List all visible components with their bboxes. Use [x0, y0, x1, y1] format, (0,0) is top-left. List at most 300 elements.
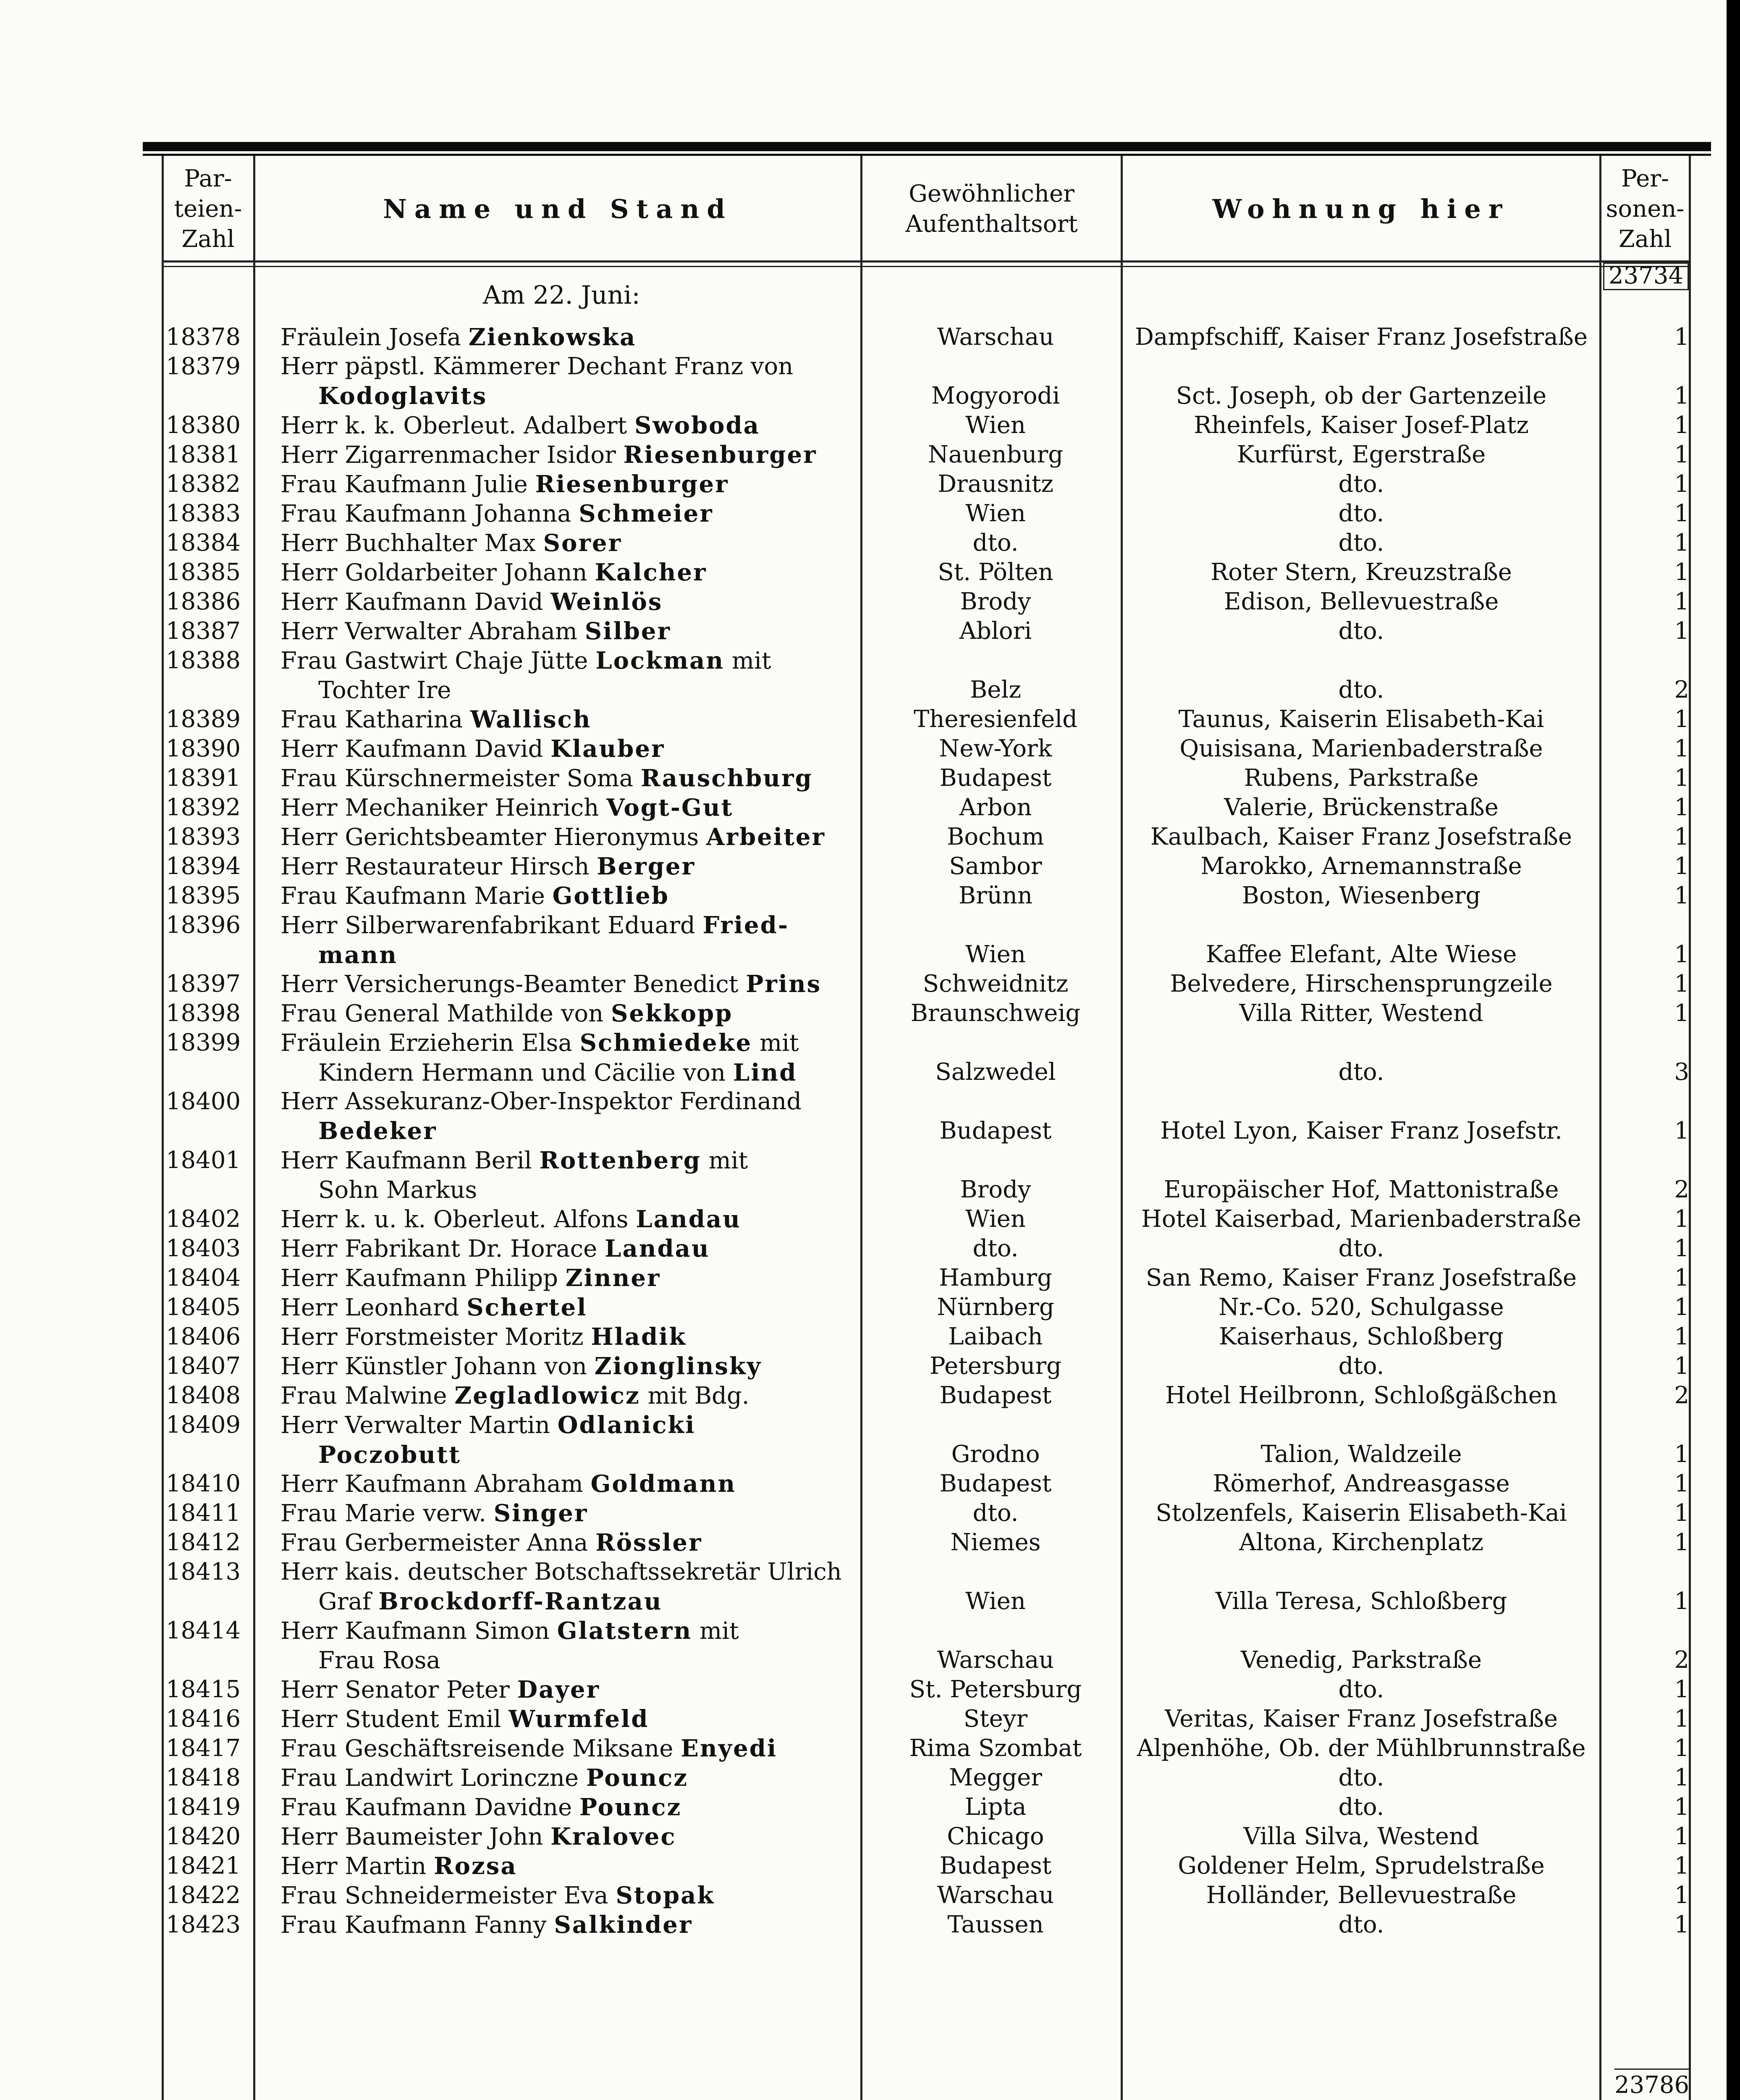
table-row	[0, 911, 1727, 969]
lodging-here: dto.	[1338, 1793, 1384, 1821]
table-row	[0, 440, 1727, 470]
title-text: Herr Fabrikant Dr. Horace	[280, 1235, 605, 1263]
name-and-status	[280, 1087, 852, 1146]
party-number: 18415	[166, 1676, 241, 1703]
usual-residence: dto.	[972, 1235, 1019, 1262]
usual-residence: dto.	[972, 529, 1019, 556]
name-and-status	[280, 1793, 852, 1822]
title-text: Frau Gerbermeister Anna	[280, 1529, 596, 1557]
name-line-1	[280, 500, 713, 528]
surname: Glatstern	[557, 1617, 692, 1645]
person-count: 1	[1674, 1499, 1689, 1527]
party-number: 18392	[166, 794, 241, 821]
person-count: 1	[1674, 1793, 1689, 1821]
person-count: 1	[1674, 588, 1689, 615]
lodging-here: Roter Stern, Kreuzstraße	[1211, 559, 1512, 586]
surname: Odlanicki	[557, 1411, 696, 1439]
usual-residence: Mogyorodi	[931, 382, 1060, 410]
title-text: Herr kais. deutscher Botschaftssekretär Ulrich	[280, 1558, 842, 1586]
title-text: Frau Marie verw.	[280, 1500, 494, 1527]
party-number: 18384	[166, 529, 241, 556]
name-line-1	[280, 441, 817, 469]
name-line-1	[280, 1764, 688, 1792]
name-line-1	[280, 324, 636, 351]
title-text: Herr Künstler Johann von	[280, 1353, 595, 1380]
usual-residence: Brody	[960, 1176, 1031, 1203]
lodging-here: dto.	[1338, 1235, 1384, 1262]
party-number: 18391	[166, 764, 241, 792]
title-text: Herr päpstl. Kämmerer Dechant Franz von	[280, 353, 794, 380]
usual-residence: dto.	[972, 1499, 1019, 1527]
name-line-1	[280, 412, 760, 439]
table-row	[0, 1205, 1727, 1234]
name-line-1	[280, 647, 771, 675]
party-number: 18397	[166, 970, 241, 998]
title-text: Herr Verwalter Martin	[280, 1412, 558, 1439]
name-line-1	[280, 912, 789, 939]
lodging-here: dto.	[1338, 1352, 1384, 1380]
usual-residence: Budapest	[939, 764, 1052, 792]
name-and-status	[280, 705, 852, 735]
name-and-status	[280, 999, 852, 1029]
party-number: 18422	[166, 1882, 241, 1909]
name-line-1	[280, 1617, 739, 1645]
title-text: Herr k. u. k. Oberleut. Alfons	[280, 1206, 636, 1233]
name-line-1	[280, 1735, 777, 1762]
header-rule	[163, 260, 1689, 262]
carry-over-end: 23786	[1614, 2068, 1689, 2099]
companion-text: Frau Rosa	[318, 1647, 440, 1674]
surname: Arbeiter	[706, 823, 826, 851]
title-text: Frau General Mathilde von	[280, 1000, 611, 1027]
party-number: 18394	[166, 853, 241, 880]
name-line-1	[280, 559, 707, 586]
title-text: Frau Kaufmann Fanny	[280, 1911, 554, 1939]
name-line-2	[280, 381, 852, 411]
table-row	[0, 1881, 1727, 1910]
lodging-here: Hotel Lyon, Kaiser Franz Josefstr.	[1160, 1117, 1562, 1144]
name-and-status	[280, 911, 852, 970]
surname: Wurmfeld	[508, 1705, 649, 1733]
name-line-1	[280, 765, 813, 792]
lodging-here: Nr.-Co. 520, Schulgasse	[1219, 1294, 1504, 1321]
table-row	[0, 1087, 1727, 1146]
name-and-status	[280, 587, 852, 617]
table-row	[0, 1469, 1727, 1499]
title-text: Herr Kaufmann David	[280, 588, 551, 616]
surname-continued: Poczobutt	[318, 1441, 461, 1469]
carry-over-start: 23734	[1603, 262, 1689, 290]
lodging-here: dto.	[1338, 617, 1384, 645]
table-row	[0, 499, 1727, 528]
table-row	[0, 1499, 1727, 1528]
person-count: 1	[1674, 470, 1689, 498]
party-number: 18418	[166, 1764, 241, 1791]
title-text: Herr Student Emil	[280, 1706, 509, 1733]
table-row	[0, 1263, 1727, 1293]
name-and-status	[280, 734, 852, 764]
surname: Kodoglavits	[318, 382, 487, 410]
party-number: 18416	[166, 1705, 241, 1732]
title-text: Frau Katharina	[280, 706, 470, 733]
name-and-status	[280, 852, 852, 882]
lodging-here: Alpenhöhe, Ob. der Mühlbrunnstraße	[1137, 1735, 1586, 1762]
name-line-1	[280, 1088, 802, 1115]
table-row	[0, 617, 1727, 646]
party-number: 18413	[166, 1558, 241, 1586]
table-row	[0, 1381, 1727, 1410]
surname: Landau	[605, 1235, 710, 1263]
usual-residence: Ablori	[959, 617, 1032, 645]
name-and-status	[280, 528, 852, 558]
name-line-1	[280, 1794, 681, 1821]
title-text: Herr Kaufmann Philipp	[280, 1265, 566, 1292]
table-row	[0, 969, 1727, 999]
name-line-1	[280, 530, 622, 557]
name-line-1	[280, 853, 695, 880]
name-and-status	[280, 1410, 852, 1470]
name-and-status	[280, 1263, 852, 1293]
lodging-here: Taunus, Kaiserin Elisabeth-Kai	[1178, 706, 1544, 733]
name-and-status	[280, 1675, 852, 1705]
party-number: 18381	[166, 441, 241, 468]
name-line-1	[280, 824, 825, 851]
name-line-1	[280, 1000, 733, 1027]
party-number: 18414	[166, 1617, 241, 1644]
surname: Rössler	[595, 1529, 702, 1557]
lodging-here: Venedig, Parkstraße	[1240, 1646, 1482, 1674]
usual-residence: Petersburg	[930, 1352, 1061, 1380]
top-rule	[143, 142, 1711, 151]
lodging-here: dto.	[1338, 1676, 1384, 1703]
party-number: 18419	[166, 1793, 241, 1821]
surname-continued: Bedeker	[318, 1117, 437, 1145]
table-row	[0, 1528, 1727, 1557]
title-text: Herr k. k. Oberleut. Adalbert	[280, 412, 634, 439]
name-and-status	[280, 1293, 852, 1323]
usual-residence: St. Petersburg	[909, 1676, 1082, 1703]
table-row	[0, 1616, 1727, 1675]
surname: Prins	[746, 970, 822, 998]
table-row	[0, 1675, 1727, 1704]
person-count: 1	[1674, 882, 1689, 909]
surname: Stopak	[616, 1882, 715, 1909]
usual-residence: Budapest	[939, 1117, 1052, 1144]
name-line-1	[280, 882, 669, 910]
party-number: 18409	[166, 1411, 241, 1438]
table-row	[0, 1234, 1727, 1263]
party-number: 18379	[166, 353, 241, 380]
usual-residence: Megger	[949, 1764, 1043, 1791]
usual-residence: Hamburg	[939, 1264, 1052, 1292]
table-row	[0, 411, 1727, 440]
name-line-1	[280, 1676, 600, 1704]
party-number: 18412	[166, 1529, 241, 1556]
party-number: 18385	[166, 559, 241, 586]
table-row	[0, 793, 1727, 822]
table-row	[0, 1293, 1727, 1322]
name-line-1	[280, 1558, 842, 1586]
name-line-1	[280, 1147, 748, 1174]
lodging-here: Hotel Heilbronn, Schloßgäßchen	[1165, 1382, 1557, 1409]
name-and-status	[280, 1028, 852, 1088]
lodging-here: Kaulbach, Kaiser Franz Josefstraße	[1150, 823, 1572, 850]
lodging-here: dto.	[1338, 470, 1384, 498]
title-text: Herr Kaufmann Simon	[280, 1617, 557, 1645]
name-and-status	[280, 646, 852, 705]
usual-residence: Schweidnitz	[922, 970, 1069, 998]
name-and-status	[280, 822, 852, 852]
table-row	[0, 764, 1727, 793]
name-line-1	[280, 1706, 649, 1733]
person-count: 2	[1674, 676, 1689, 704]
surname: Sorer	[543, 529, 622, 557]
party-number: 18403	[166, 1235, 241, 1262]
table-row	[0, 705, 1727, 734]
table-row	[0, 1557, 1727, 1616]
lodging-here: Altona, Kirchenplatz	[1239, 1529, 1483, 1556]
usual-residence: Brody	[960, 588, 1031, 615]
person-count: 1	[1674, 382, 1689, 410]
surname: Zienkowska	[468, 323, 637, 351]
name-line-2	[280, 940, 852, 970]
party-number: 18396	[166, 911, 241, 939]
lodging-here: Talion, Waldzeile	[1260, 1441, 1462, 1468]
surname: Riesenburger	[535, 470, 729, 498]
surname-continued: Lind	[733, 1059, 797, 1087]
surname: Zionglinsky	[594, 1352, 762, 1380]
surname: Riesenburger	[623, 441, 817, 469]
lodging-here: Rubens, Parkstraße	[1244, 764, 1479, 792]
name-line-1	[280, 1294, 587, 1321]
table-row	[0, 558, 1727, 587]
name-and-status	[280, 499, 852, 529]
title-text: Herr Buchhalter Max	[280, 530, 543, 557]
lodging-here: Villa Silva, Westend	[1243, 1823, 1479, 1850]
title-text: Herr Kaufmann Beril	[280, 1147, 540, 1174]
surname: Gottlieb	[552, 882, 669, 910]
party-number: 18410	[166, 1470, 241, 1497]
lodging-here: San Remo, Kaiser Franz Josefstraße	[1145, 1264, 1577, 1292]
table-row	[0, 822, 1727, 852]
table-row	[0, 1704, 1727, 1734]
name-and-status	[280, 1557, 852, 1617]
party-number: 18423	[166, 1911, 241, 1938]
title-text: Herr Restaurateur Hirsch	[280, 853, 597, 880]
name-line-1	[280, 1029, 799, 1057]
header-person-count: Per- sonen- Zahl	[1606, 165, 1685, 253]
usual-residence: Wien	[965, 412, 1026, 439]
table-row	[0, 323, 1727, 352]
title-text: Herr Kaufmann David	[280, 735, 551, 763]
table-row	[0, 1410, 1727, 1469]
title-text: Fräulein Erzieherin Elsa	[280, 1029, 580, 1057]
party-number: 18406	[166, 1323, 241, 1350]
usual-residence: Warschau	[937, 1882, 1054, 1909]
party-number: 18388	[166, 647, 241, 674]
name-line-1	[280, 1529, 702, 1557]
date-line: Am 22. Juni:	[483, 281, 640, 310]
name-line-1	[280, 1853, 517, 1880]
suffix-text: mit	[724, 647, 771, 675]
party-number: 18399	[166, 1029, 241, 1056]
name-line-1	[280, 971, 821, 998]
person-count: 3	[1674, 1058, 1689, 1086]
person-count: 2	[1674, 1646, 1689, 1674]
header-lodging-here: Wohnung hier	[1212, 194, 1510, 224]
name-and-status	[280, 440, 852, 470]
name-line-1	[280, 1206, 741, 1233]
name-and-status	[280, 764, 852, 793]
person-count: 1	[1674, 1676, 1689, 1703]
surname: Rozsa	[434, 1852, 517, 1880]
lodging-here: dto.	[1338, 676, 1384, 704]
usual-residence: Niemes	[950, 1529, 1041, 1556]
name-line-1	[280, 471, 729, 498]
party-number: 18390	[166, 735, 241, 762]
companion-text: Sohn Markus	[318, 1176, 477, 1204]
person-count: 1	[1674, 1441, 1689, 1468]
name-line-2	[280, 1646, 852, 1675]
person-count: 1	[1674, 323, 1689, 351]
party-number: 18405	[166, 1294, 241, 1321]
header-name-and-status: Name und Stand	[383, 194, 733, 224]
name-line-1	[280, 1412, 695, 1439]
surname-continued: Brockdorff-Rantzau	[378, 1588, 663, 1615]
usual-residence: Sambor	[949, 853, 1042, 880]
person-count: 1	[1674, 1529, 1689, 1556]
surname: Berger	[597, 853, 696, 880]
person-count: 1	[1674, 1264, 1689, 1292]
lodging-here: Stolzenfels, Kaiserin Elisabeth-Kai	[1156, 1499, 1567, 1527]
party-number: 18382	[166, 470, 241, 498]
surname: Enyedi	[681, 1735, 778, 1762]
name-and-status	[280, 1822, 852, 1852]
name-and-status	[280, 1763, 852, 1793]
lodging-here: Hotel Kaiserbad, Marienbaderstraße	[1141, 1205, 1581, 1233]
party-number: 18393	[166, 823, 241, 850]
party-number: 18389	[166, 706, 241, 733]
title-text: Herr Forstmeister Moritz	[280, 1323, 591, 1351]
name-line-1	[280, 735, 665, 763]
party-number: 18417	[166, 1735, 241, 1762]
surname: Fried-	[702, 911, 789, 939]
name-line-1	[280, 1823, 676, 1851]
title-text: Herr Gerichtsbeamter Hieronymus	[280, 824, 707, 851]
person-count: 1	[1674, 735, 1689, 762]
usual-residence: Lipta	[964, 1793, 1027, 1821]
party-number: 18408	[166, 1382, 241, 1409]
name-and-status	[280, 1322, 852, 1352]
surname: Dayer	[517, 1676, 600, 1704]
usual-residence: Nürnberg	[937, 1294, 1054, 1321]
usual-residence: Brünn	[958, 882, 1033, 909]
party-number: 18383	[166, 500, 241, 527]
person-count: 1	[1674, 1823, 1689, 1850]
party-number: 18401	[166, 1147, 241, 1174]
name-and-status	[280, 1499, 852, 1528]
companion-text: Tochter Ire	[318, 677, 451, 704]
table-row	[0, 1352, 1727, 1381]
name-and-status	[280, 1146, 852, 1205]
surname: Klauber	[550, 735, 665, 763]
surname: Hladik	[591, 1323, 687, 1351]
usual-residence: Nauenburg	[928, 441, 1064, 468]
usual-residence: Wien	[965, 1588, 1026, 1615]
name-and-status	[280, 470, 852, 499]
party-number: 18395	[166, 882, 241, 909]
party-number: 18421	[166, 1852, 241, 1880]
person-count: 1	[1674, 941, 1689, 968]
person-count: 1	[1674, 1735, 1689, 1762]
usual-residence: Wien	[965, 941, 1026, 968]
table-row	[0, 470, 1727, 499]
lodging-here: Kaiserhaus, Schloßberg	[1219, 1323, 1504, 1350]
name-and-status	[280, 352, 852, 411]
name-line-1	[280, 1911, 692, 1939]
lodging-here: Kurfürst, Egerstraße	[1237, 441, 1486, 468]
title-text: Herr Martin	[280, 1853, 434, 1880]
person-count: 1	[1674, 1323, 1689, 1350]
usual-residence: Grodno	[951, 1441, 1040, 1468]
title-text: Frau Malwine	[280, 1382, 455, 1410]
lodging-here: Römerhof, Andreasgasse	[1213, 1470, 1510, 1497]
usual-residence: Budapest	[939, 1382, 1052, 1409]
person-count: 1	[1674, 1205, 1689, 1233]
name-and-status	[280, 1352, 852, 1381]
name-line-1	[280, 588, 663, 616]
lodging-here: dto.	[1338, 1764, 1384, 1791]
name-and-status	[280, 1734, 852, 1764]
table-row	[0, 1763, 1727, 1793]
usual-residence: Steyr	[963, 1705, 1028, 1732]
top-rule-thin	[143, 154, 1711, 156]
name-line-1	[280, 618, 671, 645]
surname: Zinner	[565, 1264, 661, 1292]
name-and-status	[280, 1234, 852, 1264]
party-number: 18420	[166, 1823, 241, 1850]
lodging-here: Quisisana, Marienbaderstraße	[1179, 735, 1543, 762]
party-number: 18404	[166, 1264, 241, 1292]
usual-residence: Wien	[965, 500, 1026, 527]
table-row	[0, 1910, 1727, 1940]
name-line-2	[280, 1440, 852, 1470]
table-row	[0, 646, 1727, 705]
person-count: 1	[1674, 617, 1689, 645]
name-and-status	[280, 1910, 852, 1940]
table-row	[0, 587, 1727, 617]
name-line-2	[280, 1587, 852, 1617]
name-and-status	[280, 1704, 852, 1734]
usual-residence: St. Pölten	[938, 559, 1053, 586]
surname: Kralovec	[550, 1823, 676, 1851]
title-text: Frau Schneidermeister Eva	[280, 1882, 616, 1909]
lodging-here: Sct. Joseph, ob der Gartenzeile	[1176, 382, 1547, 410]
title-text: Herr Zigarrenmacher Isidor	[280, 441, 624, 469]
title-text: Herr Leonhard	[280, 1294, 467, 1321]
table-row	[0, 881, 1727, 911]
table-row	[0, 1734, 1727, 1763]
person-count: 1	[1674, 1764, 1689, 1791]
name-and-status	[280, 323, 852, 352]
lodging-here: Goldener Helm, Sprudelstraße	[1178, 1852, 1545, 1880]
person-count: 1	[1674, 500, 1689, 527]
title-text: Herr Senator Peter	[280, 1676, 517, 1704]
person-count: 1	[1674, 1000, 1689, 1027]
name-and-status	[280, 617, 852, 646]
usual-residence: Belz	[970, 676, 1021, 704]
person-count: 1	[1674, 1235, 1689, 1262]
